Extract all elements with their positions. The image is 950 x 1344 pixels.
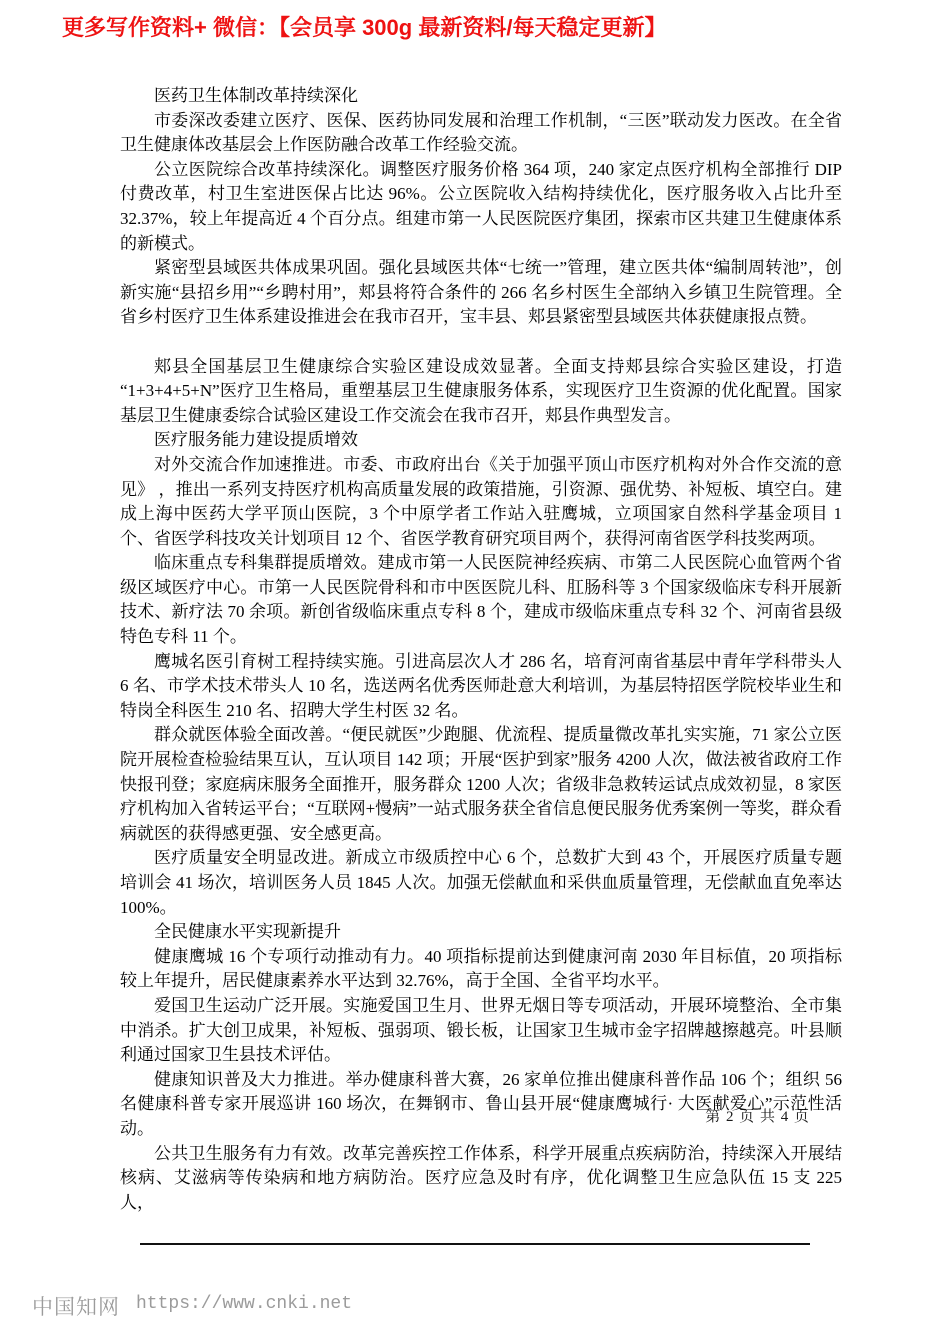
page-indicator: 第 2 页 共 4 页 [705,1109,810,1125]
paragraph: 临床重点专科集群提质增效。建成市第一人民医院神经疾病、市第二人民医院心血管两个省级区域医疗中心。市第一人民医院骨科和市中医医院儿科、肛肠科等 3 个国家级临床专科开展新技术、新疗法 70 余项。新创省级临床重点专科 8 个，建成市级临床重点专科 32 个、河南省县级特色专科 11 个。 [120,553,842,647]
paragraph: 公共卫生服务有力有效。改革完善疾控工作体系，科学开展重点疾病防治，持续深入开展结核病、艾滋病等传染病和地方病防治。医疗应急及时有序，优化调整卫生应急队伍 15 支 225 人， [120,1143,842,1212]
paragraph: 群众就医体验全面改善。“便民就医”少跑腿、优流程、提质量微改革扎实实施，71 家公立医院开展检查检验结果互认，互认项目 142 项；开展“医护到家”服务 4200 人次，做法被省政府工作快报刊登；家庭病床服务全面推开，服务群众 1200 人次；省级非急救转运试点成效初显，8 家医疗机构加入省转运平台；“互联网+慢病”一站式服务获全省信息便民服务优秀案例一等奖，群众看病就医的获得感更强、安全感更高。 [120,725,842,843]
paragraph: 鹰城名医引育树工程持续实施。引进高层次人才 286 名，培育河南省基层中青年学科带头人 6 名、市学术技术带头人 10 名，选送两名优秀医师赴意大利培训，为基层特招医学院校毕业生和特岗全科医生 210 名、招聘大学生村医 32 名。 [120,651,842,720]
paragraph: 公立医院综合改革持续深化。调整医疗服务价格 364 项，240 家定点医疗机构全部推行 DIP 付费改革，村卫生室进医保占比达 96%。公立医院收入结构持续优化，医疗服务收入占比升至 32.37%，较上年提高近 4 个百分点。组建市第一人民医院医疗集团，探索市区共建卫生健康体系的新模式。 [120,159,842,253]
paragraph: 爱国卫生运动广泛开展。实施爱国卫生月、世界无烟日等专项活动，开展环境整治、全市集中消杀。扩大创卫成果，补短板、强弱项、锻长板，让国家卫生城市金字招牌越擦越亮。叶县顺利通过国家卫生县技术评估。 [120,995,842,1065]
section-heading: 全民健康水平实现新提升 [154,922,341,942]
footer-divider [140,1243,810,1245]
promo-banner: 更多写作资料+ 微信：【会员享 300g 最新资料/每天稳定更新】 [62,15,667,40]
cnki-url: https://www.cnki.net [136,1294,353,1314]
paragraph: 医疗质量安全明显改进。新成立市级质控中心 6 个，总数扩大到 43 个，开展医疗质量专题培训会 41 场次，培训医务人员 1845 人次。加强无偿献血和采供血质量管理，无偿献血直免率达 100%。 [120,848,842,917]
paragraph: 紧密型县域医共体成果巩固。强化县域医共体“七统一”管理，建立医共体“编制周转池”，创新实施“县招乡用”“乡聘村用”，郏县将符合条件的 266 名乡村医生全部纳入乡镇卫生院管理。全省乡村医疗卫生体系建设推进会在我市召开，宝丰县、郏县紧密型县域医共体获健康报点赞。 [120,258,842,327]
paragraph: 健康知识普及大力推进。举办健康科普大赛，26 家单位推出健康科普作品 106 个；组织 56 名健康科普专家开展巡讲 160 场次，在舞钢市、鲁山县开展“健康鹰城行· 大医献爱心”示范性活动。 [120,1069,842,1138]
document-body [120,84,842,1215]
paragraph: 健康鹰城 16 个专项行动推动有力。40 项指标提前达到健康河南 2030 年目标值，20 项指标较上年提升，居民健康素养水平达到 32.76%，高于全国、全省平均水平。 [120,946,842,991]
cnki-brand: 中国知网 [32,1295,120,1319]
section-heading: 医药卫生体制改革持续深化 [154,86,358,105]
paragraph: 市委深改委建立医疗、医保、医药协同发展和治理工作机制，“三医”联动发力医改。在全省卫生健康体改基层会上作医防融合改革工作经验交流。 [120,110,842,155]
paragraph: 郏县全国基层卫生健康综合实验区建设成效显著。全面支持郏县综合实验区建设，打造“1+3+4+5+N”医疗卫生格局，重塑基层卫生健康服务体系，实现医疗卫生资源的优化配置。国家基层卫生健康委综合试验区建设工作交流会在我市召开，郏县作典型发言。 [120,356,842,425]
paragraph: 对外交流合作加速推进。市委、市政府出台《关于加强平顶山市医疗机构对外合作交流的意见》 ，推出一系列支持医疗机构高质量发展的政策措施，引资源、强优势、补短板、填空白。建成上海中医药大学平顶山医院，3 个中原学者工作站入驻鹰城，立项国家自然科学基金项目 1 个、省医学科技攻关计划项目 12 个、省医学教育研究项目两个，获得河南省医学科技奖两项。 [120,454,842,548]
section-heading: 医疗服务能力建设提质增效 [154,430,358,450]
